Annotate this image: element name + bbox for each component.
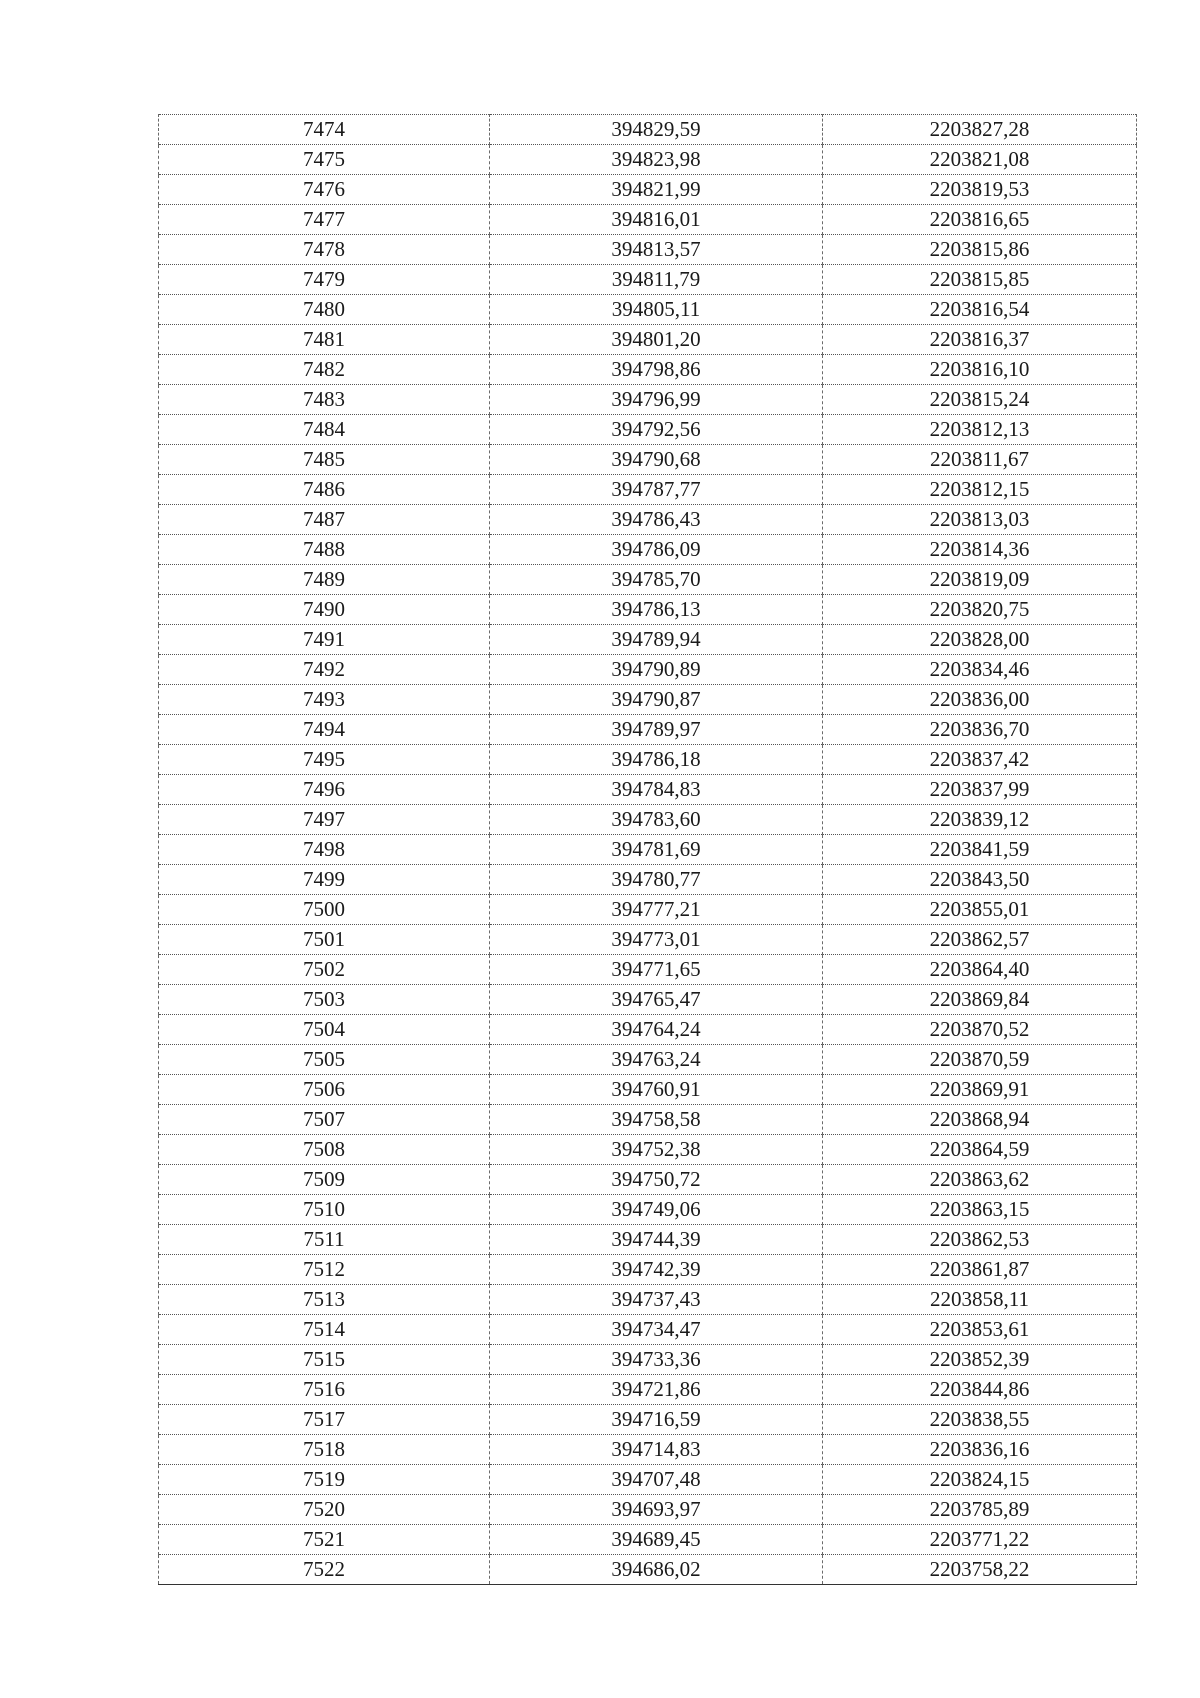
- table-row: [159, 775, 1137, 805]
- point-number-cell: 7522: [159, 1555, 490, 1585]
- y-coordinate-cell: 2203811,67: [823, 445, 1137, 475]
- y-coordinate-cell: 2203838,55: [823, 1405, 1137, 1435]
- x-coordinate-cell: 394786,09: [490, 535, 823, 565]
- table-row: [159, 655, 1137, 685]
- table-row: [159, 1405, 1137, 1435]
- point-number-cell: 7501: [159, 925, 490, 955]
- point-number-cell: 7476: [159, 175, 490, 205]
- x-coordinate-cell: 394686,02: [490, 1555, 823, 1585]
- table-row: [159, 1375, 1137, 1405]
- table-row: [159, 145, 1137, 175]
- point-number-cell: 7500: [159, 895, 490, 925]
- x-coordinate-cell: 394707,48: [490, 1465, 823, 1495]
- point-number-cell: 7486: [159, 475, 490, 505]
- y-coordinate-cell: 2203812,13: [823, 415, 1137, 445]
- x-coordinate-cell: 394771,65: [490, 955, 823, 985]
- y-coordinate-cell: 2203758,22: [823, 1555, 1137, 1585]
- point-number-cell: 7481: [159, 325, 490, 355]
- y-coordinate-cell: 2203843,50: [823, 865, 1137, 895]
- table-row: [159, 445, 1137, 475]
- table-row: [159, 325, 1137, 355]
- y-coordinate-cell: 2203834,46: [823, 655, 1137, 685]
- y-coordinate-cell: 2203771,22: [823, 1525, 1137, 1555]
- x-coordinate-cell: 394783,60: [490, 805, 823, 835]
- x-coordinate-cell: 394742,39: [490, 1255, 823, 1285]
- y-coordinate-cell: 2203814,36: [823, 535, 1137, 565]
- point-number-cell: 7513: [159, 1285, 490, 1315]
- point-number-cell: 7503: [159, 985, 490, 1015]
- point-number-cell: 7495: [159, 745, 490, 775]
- x-coordinate-cell: 394823,98: [490, 145, 823, 175]
- table-row: [159, 1555, 1137, 1585]
- point-number-cell: 7490: [159, 595, 490, 625]
- point-number-cell: 7480: [159, 295, 490, 325]
- y-coordinate-cell: 2203852,39: [823, 1345, 1137, 1375]
- y-coordinate-cell: 2203870,52: [823, 1015, 1137, 1045]
- table-row: [159, 1495, 1137, 1525]
- table-row: [159, 865, 1137, 895]
- y-coordinate-cell: 2203824,15: [823, 1465, 1137, 1495]
- point-number-cell: 7479: [159, 265, 490, 295]
- x-coordinate-cell: 394805,11: [490, 295, 823, 325]
- point-number-cell: 7487: [159, 505, 490, 535]
- point-number-cell: 7512: [159, 1255, 490, 1285]
- table-row: [159, 805, 1137, 835]
- y-coordinate-cell: 2203864,40: [823, 955, 1137, 985]
- x-coordinate-cell: 394764,24: [490, 1015, 823, 1045]
- point-number-cell: 7484: [159, 415, 490, 445]
- y-coordinate-cell: 2203816,10: [823, 355, 1137, 385]
- table-row: [159, 115, 1137, 145]
- point-number-cell: 7482: [159, 355, 490, 385]
- y-coordinate-cell: 2203827,28: [823, 115, 1137, 145]
- y-coordinate-cell: 2203828,00: [823, 625, 1137, 655]
- table-row: [159, 925, 1137, 955]
- x-coordinate-cell: 394714,83: [490, 1435, 823, 1465]
- x-coordinate-cell: 394744,39: [490, 1225, 823, 1255]
- point-number-cell: 7493: [159, 685, 490, 715]
- table-row: [159, 1045, 1137, 1075]
- x-coordinate-cell: 394760,91: [490, 1075, 823, 1105]
- x-coordinate-cell: 394765,47: [490, 985, 823, 1015]
- x-coordinate-cell: 394784,83: [490, 775, 823, 805]
- table-row: [159, 1285, 1137, 1315]
- x-coordinate-cell: 394790,87: [490, 685, 823, 715]
- table-row: [159, 895, 1137, 925]
- y-coordinate-cell: 2203862,53: [823, 1225, 1137, 1255]
- point-number-cell: 7498: [159, 835, 490, 865]
- coordinates-table: [158, 114, 1137, 1585]
- point-number-cell: 7478: [159, 235, 490, 265]
- coordinates-table-body: [159, 115, 1137, 1585]
- point-number-cell: 7497: [159, 805, 490, 835]
- point-number-cell: 7475: [159, 145, 490, 175]
- x-coordinate-cell: 394781,69: [490, 835, 823, 865]
- table-row: [159, 1225, 1137, 1255]
- y-coordinate-cell: 2203836,00: [823, 685, 1137, 715]
- x-coordinate-cell: 394811,79: [490, 265, 823, 295]
- y-coordinate-cell: 2203837,42: [823, 745, 1137, 775]
- point-number-cell: 7494: [159, 715, 490, 745]
- table-row: [159, 235, 1137, 265]
- table-row: [159, 1525, 1137, 1555]
- table-row: [159, 475, 1137, 505]
- table-row: [159, 205, 1137, 235]
- y-coordinate-cell: 2203868,94: [823, 1105, 1137, 1135]
- table-row: [159, 1465, 1137, 1495]
- y-coordinate-cell: 2203836,70: [823, 715, 1137, 745]
- y-coordinate-cell: 2203837,99: [823, 775, 1137, 805]
- x-coordinate-cell: 394721,86: [490, 1375, 823, 1405]
- table-row: [159, 415, 1137, 445]
- y-coordinate-cell: 2203863,15: [823, 1195, 1137, 1225]
- table-row: [159, 955, 1137, 985]
- y-coordinate-cell: 2203858,11: [823, 1285, 1137, 1315]
- x-coordinate-cell: 394789,94: [490, 625, 823, 655]
- y-coordinate-cell: 2203820,75: [823, 595, 1137, 625]
- y-coordinate-cell: 2203841,59: [823, 835, 1137, 865]
- table-row: [159, 985, 1137, 1015]
- table-row: [159, 835, 1137, 865]
- x-coordinate-cell: 394750,72: [490, 1165, 823, 1195]
- table-row: [159, 1075, 1137, 1105]
- y-coordinate-cell: 2203785,89: [823, 1495, 1137, 1525]
- x-coordinate-cell: 394787,77: [490, 475, 823, 505]
- table-row: [159, 1315, 1137, 1345]
- y-coordinate-cell: 2203853,61: [823, 1315, 1137, 1345]
- y-coordinate-cell: 2203813,03: [823, 505, 1137, 535]
- x-coordinate-cell: 394829,59: [490, 115, 823, 145]
- x-coordinate-cell: 394786,43: [490, 505, 823, 535]
- table-row: [159, 355, 1137, 385]
- x-coordinate-cell: 394796,99: [490, 385, 823, 415]
- x-coordinate-cell: 394813,57: [490, 235, 823, 265]
- y-coordinate-cell: 2203870,59: [823, 1045, 1137, 1075]
- y-coordinate-cell: 2203819,53: [823, 175, 1137, 205]
- point-number-cell: 7504: [159, 1015, 490, 1045]
- table-row: [159, 175, 1137, 205]
- y-coordinate-cell: 2203816,65: [823, 205, 1137, 235]
- y-coordinate-cell: 2203819,09: [823, 565, 1137, 595]
- y-coordinate-cell: 2203855,01: [823, 895, 1137, 925]
- x-coordinate-cell: 394786,13: [490, 595, 823, 625]
- point-number-cell: 7502: [159, 955, 490, 985]
- table-row: [159, 505, 1137, 535]
- point-number-cell: 7477: [159, 205, 490, 235]
- x-coordinate-cell: 394798,86: [490, 355, 823, 385]
- point-number-cell: 7511: [159, 1225, 490, 1255]
- table-row: [159, 1165, 1137, 1195]
- table-row: [159, 1105, 1137, 1135]
- point-number-cell: 7520: [159, 1495, 490, 1525]
- y-coordinate-cell: 2203816,37: [823, 325, 1137, 355]
- table-row: [159, 1135, 1137, 1165]
- x-coordinate-cell: 394816,01: [490, 205, 823, 235]
- x-coordinate-cell: 394752,38: [490, 1135, 823, 1165]
- y-coordinate-cell: 2203836,16: [823, 1435, 1137, 1465]
- x-coordinate-cell: 394733,36: [490, 1345, 823, 1375]
- y-coordinate-cell: 2203869,84: [823, 985, 1137, 1015]
- point-number-cell: 7510: [159, 1195, 490, 1225]
- point-number-cell: 7491: [159, 625, 490, 655]
- x-coordinate-cell: 394780,77: [490, 865, 823, 895]
- y-coordinate-cell: 2203821,08: [823, 145, 1137, 175]
- y-coordinate-cell: 2203812,15: [823, 475, 1137, 505]
- table-row: [159, 1195, 1137, 1225]
- y-coordinate-cell: 2203839,12: [823, 805, 1137, 835]
- x-coordinate-cell: 394785,70: [490, 565, 823, 595]
- table-row: [159, 595, 1137, 625]
- point-number-cell: 7517: [159, 1405, 490, 1435]
- x-coordinate-cell: 394777,21: [490, 895, 823, 925]
- x-coordinate-cell: 394790,89: [490, 655, 823, 685]
- x-coordinate-cell: 394786,18: [490, 745, 823, 775]
- point-number-cell: 7485: [159, 445, 490, 475]
- point-number-cell: 7499: [159, 865, 490, 895]
- x-coordinate-cell: 394689,45: [490, 1525, 823, 1555]
- table-row: [159, 535, 1137, 565]
- x-coordinate-cell: 394789,97: [490, 715, 823, 745]
- table-row: [159, 565, 1137, 595]
- table-row: [159, 685, 1137, 715]
- point-number-cell: 7488: [159, 535, 490, 565]
- y-coordinate-cell: 2203844,86: [823, 1375, 1137, 1405]
- table-row: [159, 1435, 1137, 1465]
- x-coordinate-cell: 394734,47: [490, 1315, 823, 1345]
- table-row: [159, 1345, 1137, 1375]
- x-coordinate-cell: 394716,59: [490, 1405, 823, 1435]
- point-number-cell: 7489: [159, 565, 490, 595]
- point-number-cell: 7514: [159, 1315, 490, 1345]
- y-coordinate-cell: 2203863,62: [823, 1165, 1137, 1195]
- x-coordinate-cell: 394693,97: [490, 1495, 823, 1525]
- point-number-cell: 7515: [159, 1345, 490, 1375]
- y-coordinate-cell: 2203815,86: [823, 235, 1137, 265]
- y-coordinate-cell: 2203864,59: [823, 1135, 1137, 1165]
- point-number-cell: 7518: [159, 1435, 490, 1465]
- point-number-cell: 7483: [159, 385, 490, 415]
- table-row: [159, 1015, 1137, 1045]
- x-coordinate-cell: 394758,58: [490, 1105, 823, 1135]
- x-coordinate-cell: 394773,01: [490, 925, 823, 955]
- x-coordinate-cell: 394792,56: [490, 415, 823, 445]
- y-coordinate-cell: 2203815,24: [823, 385, 1137, 415]
- point-number-cell: 7474: [159, 115, 490, 145]
- y-coordinate-cell: 2203861,87: [823, 1255, 1137, 1285]
- table-row: [159, 295, 1137, 325]
- point-number-cell: 7496: [159, 775, 490, 805]
- table-row: [159, 715, 1137, 745]
- y-coordinate-cell: 2203869,91: [823, 1075, 1137, 1105]
- point-number-cell: 7505: [159, 1045, 490, 1075]
- table-row: [159, 265, 1137, 295]
- point-number-cell: 7507: [159, 1105, 490, 1135]
- y-coordinate-cell: 2203816,54: [823, 295, 1137, 325]
- table-row: [159, 625, 1137, 655]
- point-number-cell: 7492: [159, 655, 490, 685]
- y-coordinate-cell: 2203815,85: [823, 265, 1137, 295]
- point-number-cell: 7509: [159, 1165, 490, 1195]
- x-coordinate-cell: 394763,24: [490, 1045, 823, 1075]
- point-number-cell: 7521: [159, 1525, 490, 1555]
- point-number-cell: 7508: [159, 1135, 490, 1165]
- table-row: [159, 1255, 1137, 1285]
- y-coordinate-cell: 2203862,57: [823, 925, 1137, 955]
- x-coordinate-cell: 394749,06: [490, 1195, 823, 1225]
- x-coordinate-cell: 394821,99: [490, 175, 823, 205]
- table-row: [159, 745, 1137, 775]
- x-coordinate-cell: 394790,68: [490, 445, 823, 475]
- x-coordinate-cell: 394737,43: [490, 1285, 823, 1315]
- point-number-cell: 7506: [159, 1075, 490, 1105]
- x-coordinate-cell: 394801,20: [490, 325, 823, 355]
- point-number-cell: 7516: [159, 1375, 490, 1405]
- table-row: [159, 385, 1137, 415]
- point-number-cell: 7519: [159, 1465, 490, 1495]
